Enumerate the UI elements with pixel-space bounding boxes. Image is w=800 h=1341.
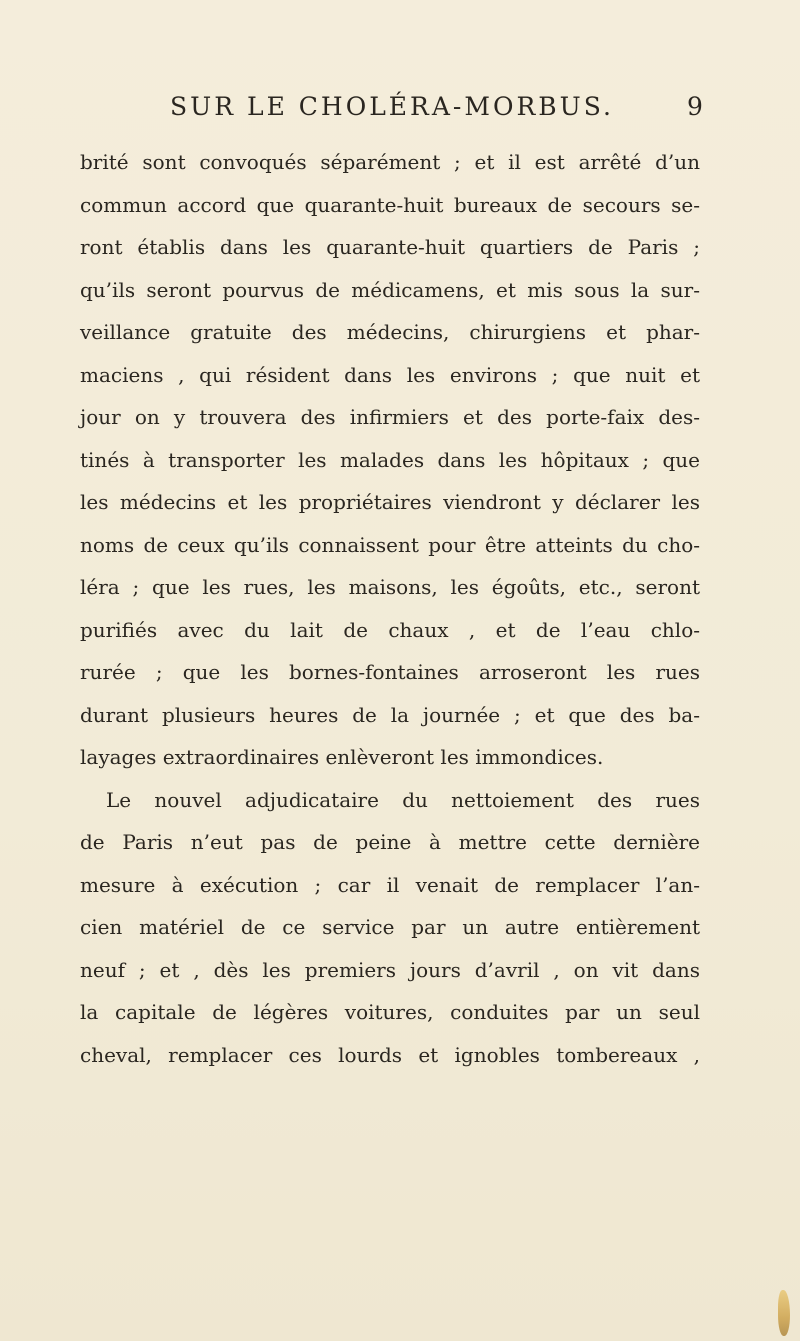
text-line: layages extraordinaires enlèveront les immondices. (80, 745, 604, 769)
text-line: brité sont convoqués séparément ; et il est arrêté d’un (80, 150, 700, 174)
text-line: noms de ceux qu’ils connaissent pour être atteints du cho- (80, 532, 700, 557)
page-stain (778, 1290, 790, 1336)
body-text (80, 148, 700, 1083)
text-line: purifiés avec du lait de chaux , et de l’eau chlo- (80, 617, 700, 642)
text-line: cheval, remplacer ces lourds et ignobles tombereaux , (80, 1042, 700, 1067)
text-line: mesure à exécution ; car il venait de remplacer l’an- (80, 872, 700, 897)
text-line: la capitale de légères voitures, conduites par un seul (80, 1000, 700, 1024)
text-line: les médecins et les propriétaires viendront y déclarer les (80, 490, 700, 514)
text-line: Le nouvel adjudicataire du nettoiement des rues (106, 787, 700, 812)
text-line: neuf ; et , dès les premiers jours d’avril , on vit dans (80, 957, 700, 982)
text-line: cien matériel de ce service par un autre entièrement (80, 915, 700, 939)
text-line: veillance gratuite des médecins, chirurgiens et phar- (80, 320, 700, 344)
text-line: léra ; que les rues, les maisons, les égoûts, etc., seront (80, 575, 700, 599)
text-line: de Paris n’eut pas de peine à mettre cette dernière (80, 830, 700, 854)
text-line: durant plusieurs heures de la journée ; et que des ba- (80, 702, 700, 727)
running-title: SUR LE CHOLÉRA-MORBUS. (170, 92, 614, 121)
text-line: maciens , qui résident dans les environs ; que nuit et (80, 362, 700, 387)
text-line: tinés à transporter les malades dans les hôpitaux ; que (80, 447, 700, 472)
page-number: 9 (687, 92, 703, 121)
page-header (0, 92, 800, 128)
text-line: qu’ils seront pourvus de médicamens, et mis sous la sur- (80, 277, 700, 302)
text-line: jour on y trouvera des infirmiers et des porte-faix des- (80, 405, 700, 429)
text-line: commun accord que quarante-huit bureaux de secours se- (80, 192, 700, 217)
text-line: rurée ; que les bornes-fontaines arroseront les rues (80, 660, 700, 684)
text-line: ront établis dans les quarante-huit quartiers de Paris ; (80, 235, 700, 259)
